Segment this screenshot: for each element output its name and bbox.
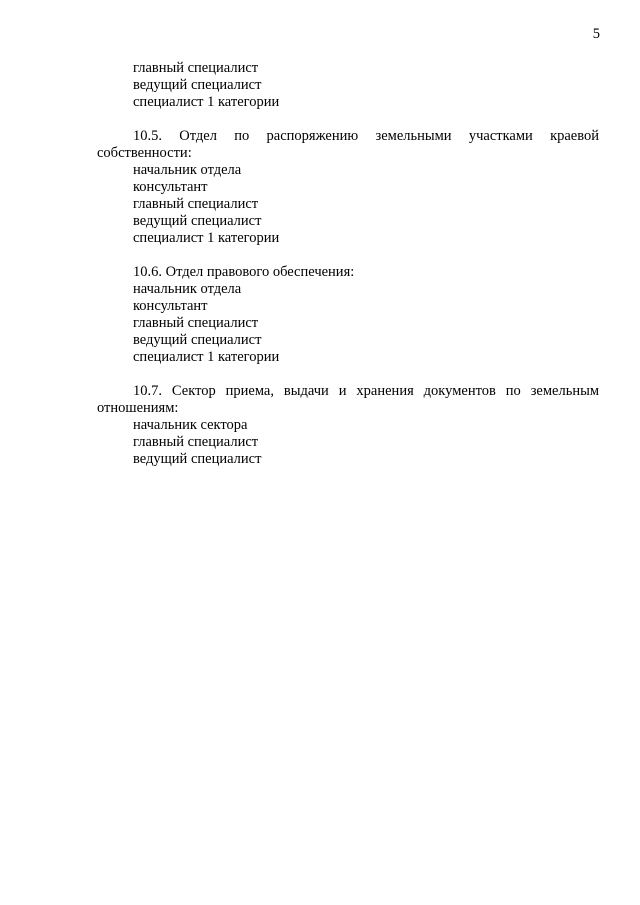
- section-heading: 10.7. Сектор приема, выдачи и хранения документов по земельным отношениям:: [97, 383, 599, 416]
- list-item: ведущий специалист: [133, 213, 262, 229]
- section-10-5: [97, 128, 599, 247]
- list-item: главный специалист: [133, 315, 259, 331]
- list-item: главный специалист: [133, 60, 259, 76]
- list-item: начальник отдела: [133, 281, 242, 297]
- list-item: консультант: [133, 179, 208, 195]
- list-item: специалист 1 категории: [133, 349, 280, 365]
- list-item: главный специалист: [133, 434, 259, 450]
- list-item: ведущий специалист: [133, 77, 262, 93]
- list-item: начальник сектора: [133, 417, 248, 433]
- list-item: ведущий специалист: [133, 332, 262, 348]
- list-item: специалист 1 категории: [133, 230, 280, 246]
- list-item: главный специалист: [133, 196, 259, 212]
- initial-position-list: [97, 60, 599, 111]
- page-number: 5: [592, 26, 600, 42]
- document-body: [97, 60, 599, 468]
- section-10-7: [97, 383, 599, 468]
- list-item: начальник отдела: [133, 162, 242, 178]
- section-heading: 10.5. Отдел по распоряжению земельными участками краевой собственности:: [97, 128, 599, 161]
- section-heading: 10.6. Отдел правового обеспечения:: [133, 264, 355, 280]
- list-item: ведущий специалист: [133, 451, 262, 467]
- section-10-6: [97, 264, 599, 366]
- list-item: специалист 1 категории: [133, 94, 280, 110]
- list-item: консультант: [133, 298, 208, 314]
